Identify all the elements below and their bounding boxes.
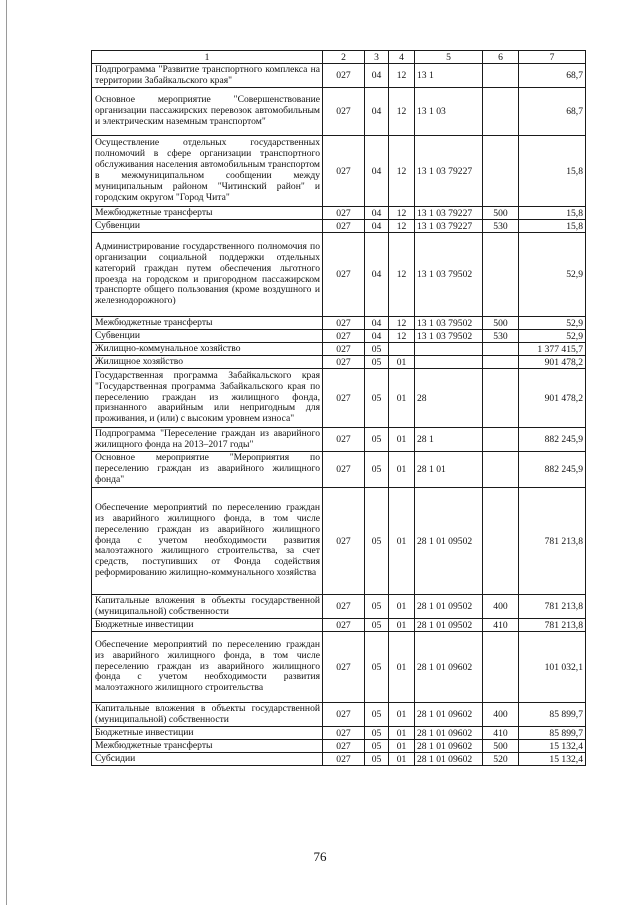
- row-amount: 101 032,1: [519, 632, 586, 703]
- row-code-subsection: 12: [389, 317, 415, 330]
- row-code-expense-type: [483, 233, 519, 317]
- row-code-admin: 027: [323, 632, 365, 703]
- page-number: 76: [313, 849, 327, 864]
- row-code-subsection: 12: [389, 220, 415, 233]
- table-row: [92, 330, 586, 343]
- table-row: [92, 64, 586, 88]
- row-amount: 15 132,4: [519, 753, 586, 766]
- row-code-subsection: 12: [389, 330, 415, 343]
- row-code-target: 28 1 01 09502: [415, 619, 483, 632]
- row-code-target: 28: [415, 369, 483, 428]
- row-code-target: [415, 356, 483, 369]
- table-row: [92, 632, 586, 703]
- row-code-section: 05: [365, 428, 389, 452]
- row-name: Межбюджетные трансферты: [92, 317, 323, 330]
- row-code-expense-type: [483, 632, 519, 703]
- row-code-expense-type: [483, 428, 519, 452]
- row-code-target: [415, 343, 483, 356]
- row-code-expense-type: [483, 64, 519, 88]
- row-code-target: 13 1 03 79502: [415, 233, 483, 317]
- row-code-admin: 027: [323, 207, 365, 220]
- row-code-section: 05: [365, 369, 389, 428]
- row-code-admin: 027: [323, 220, 365, 233]
- table-row: [92, 369, 586, 428]
- table-row: [92, 740, 586, 753]
- table-row: [92, 619, 586, 632]
- row-code-subsection: 01: [389, 369, 415, 428]
- row-code-expense-type: [483, 356, 519, 369]
- table-header: [92, 51, 586, 64]
- row-name: Субвенции: [92, 330, 323, 343]
- row-code-target: 28 1 01 09602: [415, 753, 483, 766]
- row-code-target: 28 1 01 09502: [415, 488, 483, 595]
- row-code-subsection: 12: [389, 64, 415, 88]
- row-code-subsection: 01: [389, 740, 415, 753]
- table-row: [92, 233, 586, 317]
- row-amount: 781 213,8: [519, 595, 586, 619]
- row-code-subsection: 12: [389, 88, 415, 136]
- row-code-admin: 027: [323, 64, 365, 88]
- row-code-admin: 027: [323, 428, 365, 452]
- row-amount: 15,8: [519, 207, 586, 220]
- row-name: Капитальные вложения в объекты государственной (муниципальной) собственности: [92, 595, 323, 619]
- row-code-expense-type: 400: [483, 703, 519, 727]
- row-name: Субсидии: [92, 753, 323, 766]
- row-code-target: 13 1 03: [415, 88, 483, 136]
- row-amount: 85 899,7: [519, 727, 586, 740]
- row-code-subsection: 01: [389, 452, 415, 488]
- row-code-section: 05: [365, 753, 389, 766]
- row-code-target: 28 1 01 09602: [415, 727, 483, 740]
- row-code-admin: 027: [323, 595, 365, 619]
- row-code-section: 05: [365, 488, 389, 595]
- row-name: Обеспечение мероприятий по переселению граждан из аварийного жилищного фонда, в том числе переселению граждан из аварийного жилищного фонда с учетом необходимости развития малоэтажного жилищного строительства: [92, 632, 323, 703]
- row-code-section: 04: [365, 207, 389, 220]
- header-col-5: 5: [415, 51, 483, 64]
- row-code-section: 05: [365, 452, 389, 488]
- row-code-section: 05: [365, 356, 389, 369]
- row-code-admin: 027: [323, 488, 365, 595]
- row-name: Подпрограмма "Переселение граждан из аварийного жилищного фонда на 2013–2017 годы": [92, 428, 323, 452]
- row-code-admin: 027: [323, 619, 365, 632]
- row-code-admin: 027: [323, 727, 365, 740]
- table-row: [92, 356, 586, 369]
- row-name: Жилищно-коммунальное хозяйство: [92, 343, 323, 356]
- row-code-admin: 027: [323, 317, 365, 330]
- row-amount: 781 213,8: [519, 488, 586, 595]
- row-code-target: 28 1 01 09602: [415, 740, 483, 753]
- table-row: [92, 595, 586, 619]
- row-name: Обеспечение мероприятий по переселению граждан из аварийного жилищного фонда, в том числе переселению граждан из аварийного жилищного фонда с учетом необходимости развития малоэтажного жилищного строительства, за счет средств, поступивших от Фонда содействия реформированию жилищно-коммунального хозяйства: [92, 488, 323, 595]
- row-amount: 15,8: [519, 220, 586, 233]
- header-col-4: 4: [389, 51, 415, 64]
- row-code-section: 04: [365, 330, 389, 343]
- row-code-target: 13 1 03 79502: [415, 330, 483, 343]
- row-code-section: 04: [365, 220, 389, 233]
- row-code-expense-type: [483, 88, 519, 136]
- row-code-section: 05: [365, 740, 389, 753]
- table-body: [92, 64, 586, 766]
- row-code-expense-type: 410: [483, 619, 519, 632]
- row-code-target: 28 1 01 09502: [415, 595, 483, 619]
- table-row: [92, 727, 586, 740]
- row-code-section: 05: [365, 343, 389, 356]
- row-code-expense-type: 500: [483, 740, 519, 753]
- row-code-admin: 027: [323, 740, 365, 753]
- row-code-admin: 027: [323, 233, 365, 317]
- row-code-admin: 027: [323, 88, 365, 136]
- row-code-subsection: 01: [389, 488, 415, 595]
- row-name: Межбюджетные трансферты: [92, 207, 323, 220]
- row-code-admin: 027: [323, 330, 365, 343]
- row-name: Основное мероприятие "Мероприятия по переселению граждан из аварийного жилищного фонда": [92, 452, 323, 488]
- row-code-subsection: 01: [389, 727, 415, 740]
- row-code-admin: 027: [323, 369, 365, 428]
- header-col-1: 1: [92, 51, 323, 64]
- row-amount: 901 478,2: [519, 356, 586, 369]
- table-row: [92, 317, 586, 330]
- row-name: Осуществление отдельных государственных полномочий в сфере организации транспортного обслуживания населения автомобильным транспортом в межмуниципальном сообщении между муниципальным районом "Читинский район" и городским округом "Город Чита": [92, 136, 323, 207]
- row-amount: 52,9: [519, 330, 586, 343]
- row-code-section: 04: [365, 88, 389, 136]
- row-name: Капитальные вложения в объекты государственной (муниципальной) собственности: [92, 703, 323, 727]
- row-code-expense-type: 500: [483, 317, 519, 330]
- row-amount: 15,8: [519, 136, 586, 207]
- row-name: Субвенции: [92, 220, 323, 233]
- row-amount: 52,9: [519, 233, 586, 317]
- header-row: [92, 51, 586, 64]
- row-code-expense-type: 530: [483, 220, 519, 233]
- row-amount: 68,7: [519, 88, 586, 136]
- table-row: [92, 488, 586, 595]
- header-col-6: 6: [483, 51, 519, 64]
- row-code-admin: 027: [323, 452, 365, 488]
- row-code-section: 05: [365, 703, 389, 727]
- row-code-subsection: 01: [389, 619, 415, 632]
- row-code-subsection: [389, 343, 415, 356]
- row-code-subsection: 01: [389, 356, 415, 369]
- row-code-admin: 027: [323, 343, 365, 356]
- row-code-target: 28 1 01: [415, 452, 483, 488]
- row-name: Бюджетные инвестиции: [92, 727, 323, 740]
- row-code-section: 04: [365, 317, 389, 330]
- row-code-target: 13 1 03 79502: [415, 317, 483, 330]
- row-code-expense-type: [483, 343, 519, 356]
- row-code-subsection: 01: [389, 753, 415, 766]
- row-amount: 781 213,8: [519, 619, 586, 632]
- row-code-expense-type: [483, 136, 519, 207]
- row-code-subsection: 01: [389, 428, 415, 452]
- row-amount: 1 377 415,7: [519, 343, 586, 356]
- row-code-section: 05: [365, 632, 389, 703]
- table-row: [92, 220, 586, 233]
- row-code-target: 13 1 03 79227: [415, 220, 483, 233]
- row-amount: 901 478,2: [519, 369, 586, 428]
- table-row: [92, 452, 586, 488]
- row-code-target: 13 1: [415, 64, 483, 88]
- row-code-admin: 027: [323, 703, 365, 727]
- row-code-section: 04: [365, 233, 389, 317]
- table-row: [92, 343, 586, 356]
- scan-edge-line: [6, 0, 7, 905]
- row-name: Подпрограмма "Развитие транспортного комплекса на территории Забайкальского края": [92, 64, 323, 88]
- row-code-target: 13 1 03 79227: [415, 136, 483, 207]
- row-code-admin: 027: [323, 136, 365, 207]
- row-code-target: 28 1 01 09602: [415, 632, 483, 703]
- row-code-section: 05: [365, 727, 389, 740]
- table-row: [92, 207, 586, 220]
- row-code-subsection: 01: [389, 703, 415, 727]
- row-code-target: 28 1: [415, 428, 483, 452]
- row-amount: 882 245,9: [519, 428, 586, 452]
- row-code-expense-type: 410: [483, 727, 519, 740]
- row-code-subsection: 12: [389, 136, 415, 207]
- row-name: Администрирование государственного полномочия по организации социальной поддержки отдельных категорий граждан путем обеспечения льготного проезда на городском и пригородном пассажирском транспорте общего пользования (кроме воздушного и железнодорожного): [92, 233, 323, 317]
- row-code-expense-type: 520: [483, 753, 519, 766]
- table-row: [92, 703, 586, 727]
- row-amount: 52,9: [519, 317, 586, 330]
- row-code-target: 28 1 01 09602: [415, 703, 483, 727]
- row-code-section: 05: [365, 595, 389, 619]
- header-col-2: 2: [323, 51, 365, 64]
- row-code-admin: 027: [323, 753, 365, 766]
- header-col-7: 7: [519, 51, 586, 64]
- row-amount: 882 245,9: [519, 452, 586, 488]
- row-code-admin: 027: [323, 356, 365, 369]
- row-code-target: 13 1 03 79227: [415, 207, 483, 220]
- row-code-subsection: 01: [389, 632, 415, 703]
- row-name: Бюджетные инвестиции: [92, 619, 323, 632]
- row-code-expense-type: 500: [483, 207, 519, 220]
- table-row: [92, 753, 586, 766]
- row-code-subsection: 12: [389, 233, 415, 317]
- row-code-subsection: 01: [389, 595, 415, 619]
- row-name: Основное мероприятие "Совершенствование организации пассажирских перевозок автомобильным и электрическим наземным транспортом": [92, 88, 323, 136]
- row-code-expense-type: [483, 488, 519, 595]
- table-row: [92, 136, 586, 207]
- row-code-expense-type: [483, 369, 519, 428]
- row-code-section: 04: [365, 64, 389, 88]
- row-code-subsection: 12: [389, 207, 415, 220]
- row-amount: 85 899,7: [519, 703, 586, 727]
- row-name: Жилищное хозяйство: [92, 356, 323, 369]
- row-code-section: 04: [365, 136, 389, 207]
- row-name: Межбюджетные трансферты: [92, 740, 323, 753]
- row-code-expense-type: [483, 452, 519, 488]
- row-code-section: 05: [365, 619, 389, 632]
- header-col-3: 3: [365, 51, 389, 64]
- row-name: Государственная программа Забайкальского края "Государственная программа Забайкальского края по переселению граждан из жилищного фонда, признанного аварийным или непригодным для проживания, и (или) с высоким уровнем износа": [92, 369, 323, 428]
- budget-table: [91, 50, 586, 766]
- row-code-expense-type: 400: [483, 595, 519, 619]
- row-amount: 68,7: [519, 64, 586, 88]
- row-amount: 15 132,4: [519, 740, 586, 753]
- table-row: [92, 88, 586, 136]
- table-row: [92, 428, 586, 452]
- row-code-expense-type: 530: [483, 330, 519, 343]
